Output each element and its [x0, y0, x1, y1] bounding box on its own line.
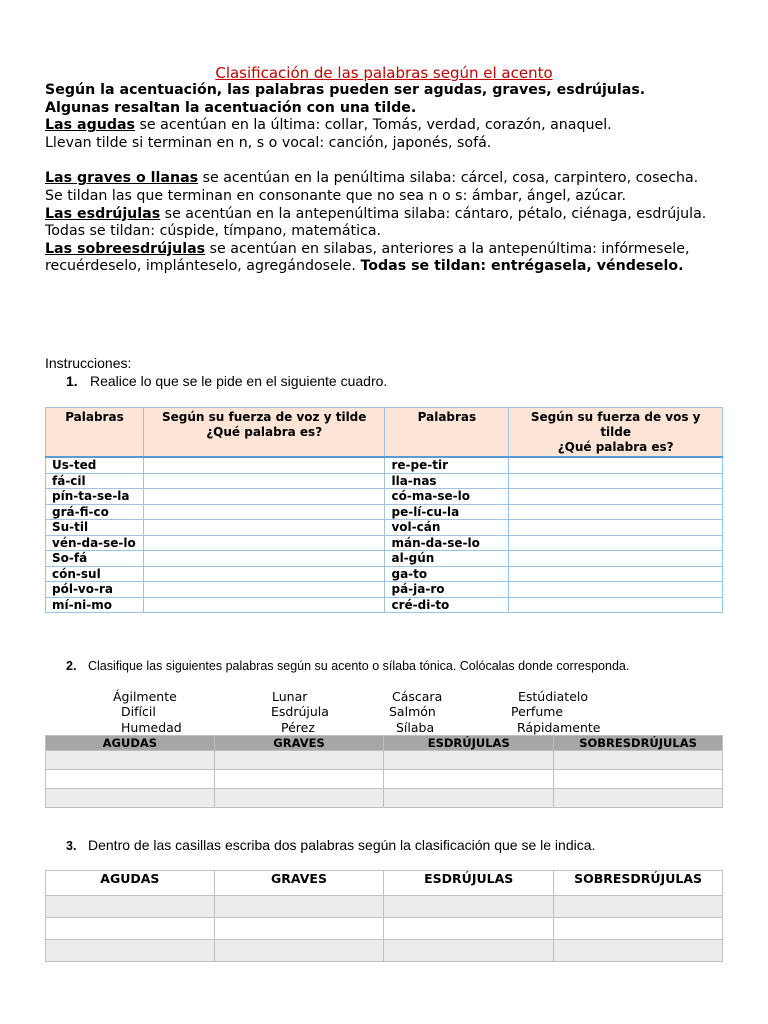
question-3-number: 3. [66, 839, 77, 853]
page-title: Clasificación de las palabras según el acento [215, 64, 553, 82]
word-cell: mán-da-se-lo [385, 535, 509, 551]
answer-cell[interactable] [509, 582, 723, 598]
instructions-label: Instrucciones: [45, 355, 132, 371]
answer-cell[interactable] [143, 597, 385, 613]
word-cell: Su-til [46, 520, 144, 536]
graves-text: se acentúan en la penúltima silaba: cárcel, cosa, carpintero, cosecha. [198, 170, 699, 187]
answer-cell[interactable] [214, 896, 384, 918]
word-cell: lla-nas [385, 473, 509, 489]
word-bank-item: Cáscara [392, 689, 443, 704]
word-bank-item: Sílaba [396, 720, 435, 735]
header-sobresdrujulas: SOBRESDRÚJULAS [554, 736, 723, 751]
answer-cell[interactable] [509, 566, 723, 582]
answer-cell[interactable] [143, 535, 385, 551]
table-row [46, 597, 723, 613]
answer-cell[interactable] [554, 918, 723, 940]
agudas-tilde: Llevan tilde si terminan en n, s o vocal: canción, japonés, sofá. [45, 134, 492, 151]
question-2 [66, 659, 629, 673]
agudas-text: se acentúan en la última: collar, Tomás, verdad, corazón, anaquel. [135, 117, 612, 134]
header-esdrujulas: ESDRÚJULAS [384, 871, 554, 896]
syllable-table [45, 407, 723, 613]
graves-tilde: Se tildan las que terminan en consonante que no sea n o s: ámbar, ángel, azúcar. [45, 187, 626, 204]
table-row [46, 940, 723, 962]
answer-cell[interactable] [143, 504, 385, 520]
table-row [46, 520, 723, 536]
word-cell: mí-ni-mo [46, 597, 144, 613]
answer-cell[interactable] [384, 751, 554, 770]
word-cell: Us-ted [46, 457, 144, 473]
answer-cell[interactable] [509, 504, 723, 520]
word-bank-item: Estúdiatelo [518, 689, 589, 704]
question-1-text: Realice lo que se le pide en el siguiente cuadro. [90, 373, 388, 389]
answer-cell[interactable] [143, 473, 385, 489]
header-agudas: AGUDAS [46, 871, 215, 896]
header-fuerza-1: Según su fuerza de voz y tilde ¿Qué palabra es? [143, 408, 385, 458]
answer-cell[interactable] [554, 940, 723, 962]
answer-cell[interactable] [509, 473, 723, 489]
word-cell: ga-to [385, 566, 509, 582]
word-cell: fá-cil [46, 473, 144, 489]
answer-cell[interactable] [384, 940, 554, 962]
word-bank-item: Esdrújula [271, 704, 329, 719]
agudas-term: Las agudas [45, 117, 136, 134]
header-fuerza-2-line2: ¿Qué palabra es? [557, 440, 674, 454]
answer-cell[interactable] [143, 551, 385, 567]
answer-cell[interactable] [46, 770, 215, 789]
word-bank-item: Salmón [389, 704, 436, 719]
answer-cell[interactable] [214, 918, 384, 940]
word-cell: pá-ja-ro [385, 582, 509, 598]
word-bank-item: Rápidamente [517, 720, 601, 735]
table-row [46, 535, 723, 551]
table-row [46, 457, 723, 473]
classification-table-3 [45, 870, 723, 962]
word-cell: vol-cán [385, 520, 509, 536]
table-row [46, 551, 723, 567]
answer-cell[interactable] [143, 582, 385, 598]
word-cell: So-fá [46, 551, 144, 567]
word-cell: pól-vo-ra [46, 582, 144, 598]
answer-cell[interactable] [214, 751, 384, 770]
word-cell: pe-lí-cu-la [385, 504, 509, 520]
answer-cell[interactable] [384, 789, 554, 808]
answer-cell[interactable] [46, 940, 215, 962]
esdrujulas-tilde: Todas se tildan: cúspide, tímpano, matemática. [45, 223, 382, 240]
answer-cell[interactable] [214, 789, 384, 808]
table-row [46, 566, 723, 582]
answer-cell[interactable] [46, 896, 215, 918]
answer-cell[interactable] [509, 457, 723, 473]
word-bank-item: Pérez [281, 720, 315, 735]
answer-cell[interactable] [46, 789, 215, 808]
sobre-bold: Todas se tildan: entrégasela, véndeselo. [360, 258, 684, 275]
esdrujulas-text: se acentúan en la antepenúltima silaba: cántaro, pétalo, ciénaga, esdrújula. [160, 205, 707, 222]
answer-cell[interactable] [214, 770, 384, 789]
answer-cell[interactable] [509, 551, 723, 567]
question-3 [66, 837, 595, 853]
word-cell: cré-di-to [385, 597, 509, 613]
esdrujulas-term: Las esdrújulas [45, 205, 161, 222]
answer-cell[interactable] [46, 918, 215, 940]
answer-cell[interactable] [384, 918, 554, 940]
question-1 [66, 373, 387, 389]
table-row [46, 789, 723, 808]
answer-cell[interactable] [554, 896, 723, 918]
answer-cell[interactable] [509, 520, 723, 536]
word-cell: có-ma-se-lo [385, 489, 509, 505]
header-sobresdrujulas: SOBRESDRÚJULAS [554, 871, 723, 896]
answer-cell[interactable] [214, 940, 384, 962]
graves-term: Las graves o llanas [45, 170, 199, 187]
answer-cell[interactable] [509, 535, 723, 551]
table-row [46, 582, 723, 598]
word-cell: re-pe-tir [385, 457, 509, 473]
answer-cell[interactable] [143, 457, 385, 473]
table-row [46, 896, 723, 918]
word-cell: cón-sul [46, 566, 144, 582]
question-3-text: Dentro de las casillas escriba dos palabras según la clasificación que se le indica. [88, 837, 596, 853]
header-graves: GRAVES [214, 871, 384, 896]
answer-cell[interactable] [509, 597, 723, 613]
question-1-number: 1. [66, 373, 78, 389]
question-2-number: 2. [66, 659, 77, 673]
answer-cell[interactable] [384, 896, 554, 918]
sobre-term: Las sobreesdrújulas [45, 240, 206, 257]
answer-cell[interactable] [143, 520, 385, 536]
word-cell: pín-ta-se-la [46, 489, 144, 505]
table-row [46, 751, 723, 770]
sobre-text: se acentúan en silabas, anteriores a la antepenúltima: infórmesele, recuérdeselo, implánteselo, agregándosele. [45, 240, 690, 275]
word-bank-item: Difícil [121, 704, 156, 719]
header-fuerza-2 [509, 408, 723, 458]
word-bank-item: Humedad [121, 720, 182, 735]
answer-cell[interactable] [554, 751, 723, 770]
answer-cell[interactable] [554, 789, 723, 808]
answer-cell[interactable] [554, 770, 723, 789]
word-cell: vén-da-se-lo [46, 535, 144, 551]
intro-line-1: Según la acentuación, las palabras pueden ser agudas, graves, esdrújulas. [45, 82, 646, 98]
header-fuerza-2-line1: Según su fuerza de vos y tilde [530, 410, 701, 439]
answer-cell[interactable] [384, 770, 554, 789]
answer-cell[interactable] [509, 489, 723, 505]
answer-cell[interactable] [46, 751, 215, 770]
intro-section [45, 82, 735, 276]
word-bank-item: Perfume [511, 704, 564, 719]
word-cell: grá-fi-co [46, 504, 144, 520]
classification-table-2 [45, 735, 723, 808]
word-bank-item: Lunar [272, 689, 308, 704]
header-agudas: AGUDAS [46, 736, 215, 751]
table-row [46, 473, 723, 489]
header-graves: GRAVES [214, 736, 384, 751]
table-row [46, 504, 723, 520]
answer-cell[interactable] [143, 566, 385, 582]
header-palabras-1: Palabras [46, 408, 144, 458]
word-cell: al-gún [385, 551, 509, 567]
word-bank-item: Ágilmente [113, 689, 177, 704]
answer-cell[interactable] [143, 489, 385, 505]
question-2-text: Clasifique las siguientes palabras según su acento o sílaba tónica. Colócalas donde corresponda. [88, 659, 630, 673]
table-row [46, 489, 723, 505]
table-row [46, 770, 723, 789]
intro-line-2: Algunas resaltan la acentuación con una tilde. [45, 99, 417, 116]
table-row [46, 918, 723, 940]
header-palabras-2: Palabras [385, 408, 509, 458]
header-esdrujulas: ESDRÚJULAS [384, 736, 554, 751]
